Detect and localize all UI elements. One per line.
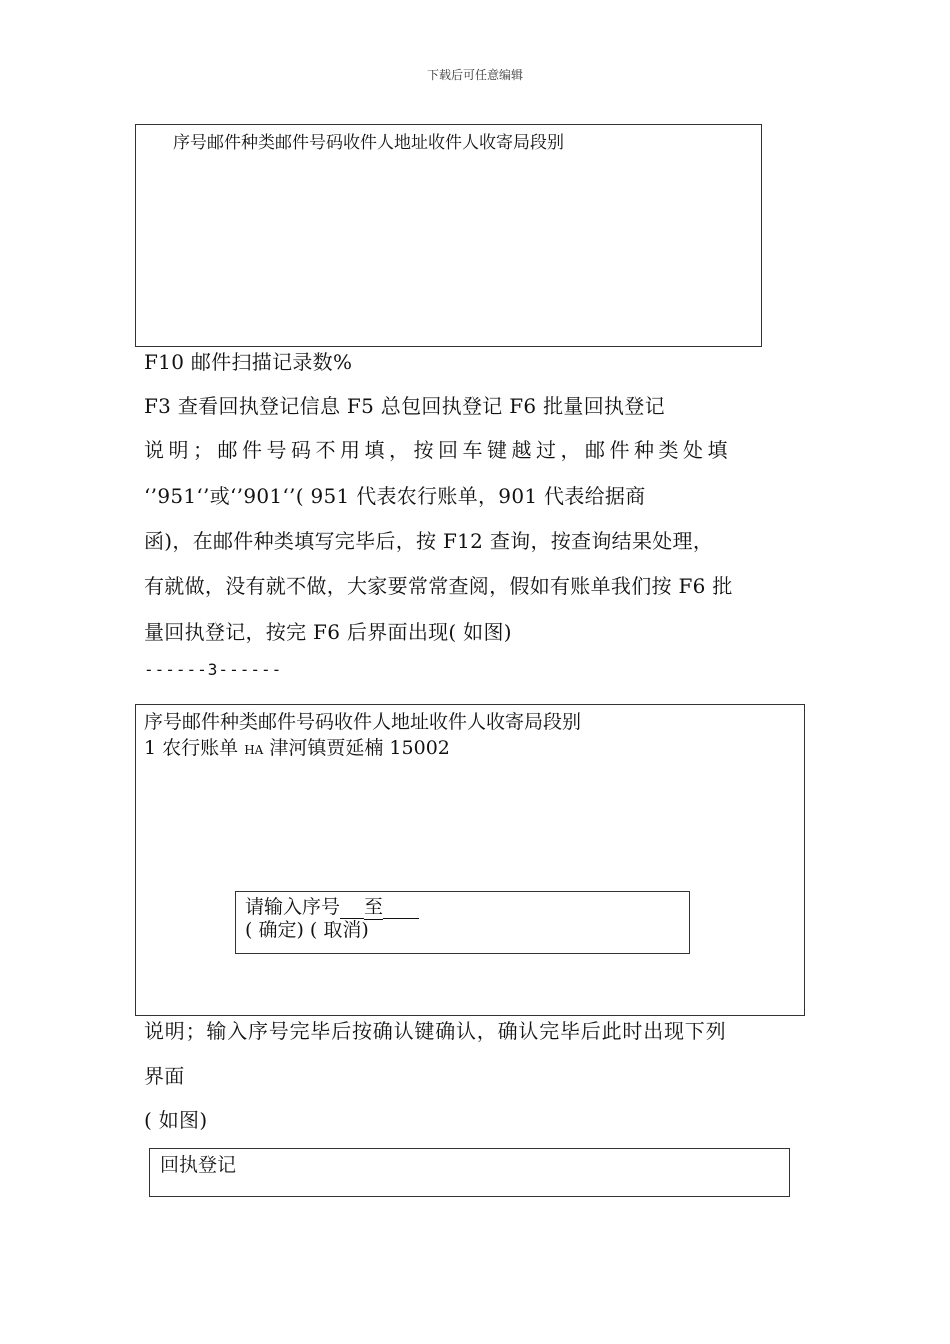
text-line-4: ‘’951‘’或‘’901‘’( 951 代表农行账单，901 代表给据商 [144,484,646,508]
text-line-6: 有就做，没有就不做，大家要常常查阅，假如有账单我们按 F6 批 [144,574,733,598]
page-header: 下载后可任意编辑 [426,68,523,82]
row-mail-code: HA [244,743,264,757]
text-line-1: F10 邮件扫描记录数% [144,350,353,374]
sequence-input-dialog [235,891,690,954]
table-row[interactable] [144,733,450,760]
screen-title: 回执登记 [160,1154,237,1176]
page-separator: ------3------ [144,660,283,679]
batch-receipt-screen [135,704,805,1016]
text-line-7: 量回执登记，按完 F6 后界面出现( 如图) [144,620,512,644]
confirm-button[interactable]: ( 确定) [245,919,304,941]
dialog-buttons [245,915,369,942]
prompt-label: 请输入序号 [245,896,341,918]
text-line-3: 说明；邮件号码不用填，按回车键越过，邮件种类处填 [144,438,732,462]
column-headers: 序号邮件种类邮件号码收件人地址收件人收寄局段别 [144,711,582,733]
text2-line-1: 说明；输入序号完毕后按确认键确认，确认完毕后此时出现下列 [144,1019,727,1043]
to-label: 至 [364,892,383,920]
query-result-screen [135,124,762,347]
row-mail-type: 农行账单 [162,737,239,759]
column-headers: 序号邮件种类邮件号码收件人地址收件人收寄局段别 [173,133,564,153]
text-line-5: 函)，在邮件种类填写完毕后，按 F12 查询，按查询结果处理， [144,529,714,553]
row-recipient: 津河镇贾延楠 15002 [269,737,450,759]
text2-line-3: ( 如图) [144,1108,208,1132]
text2-line-2: 界面 [144,1064,185,1088]
receipt-register-screen [149,1148,790,1197]
cancel-button[interactable]: ( 取消) [309,919,369,941]
row-seq: 1 [144,737,157,759]
to-seq-input[interactable] [383,896,419,919]
text-line-2: F3 查看回执登记信息 F5 总包回执登记 F6 批量回执登记 [144,394,665,418]
